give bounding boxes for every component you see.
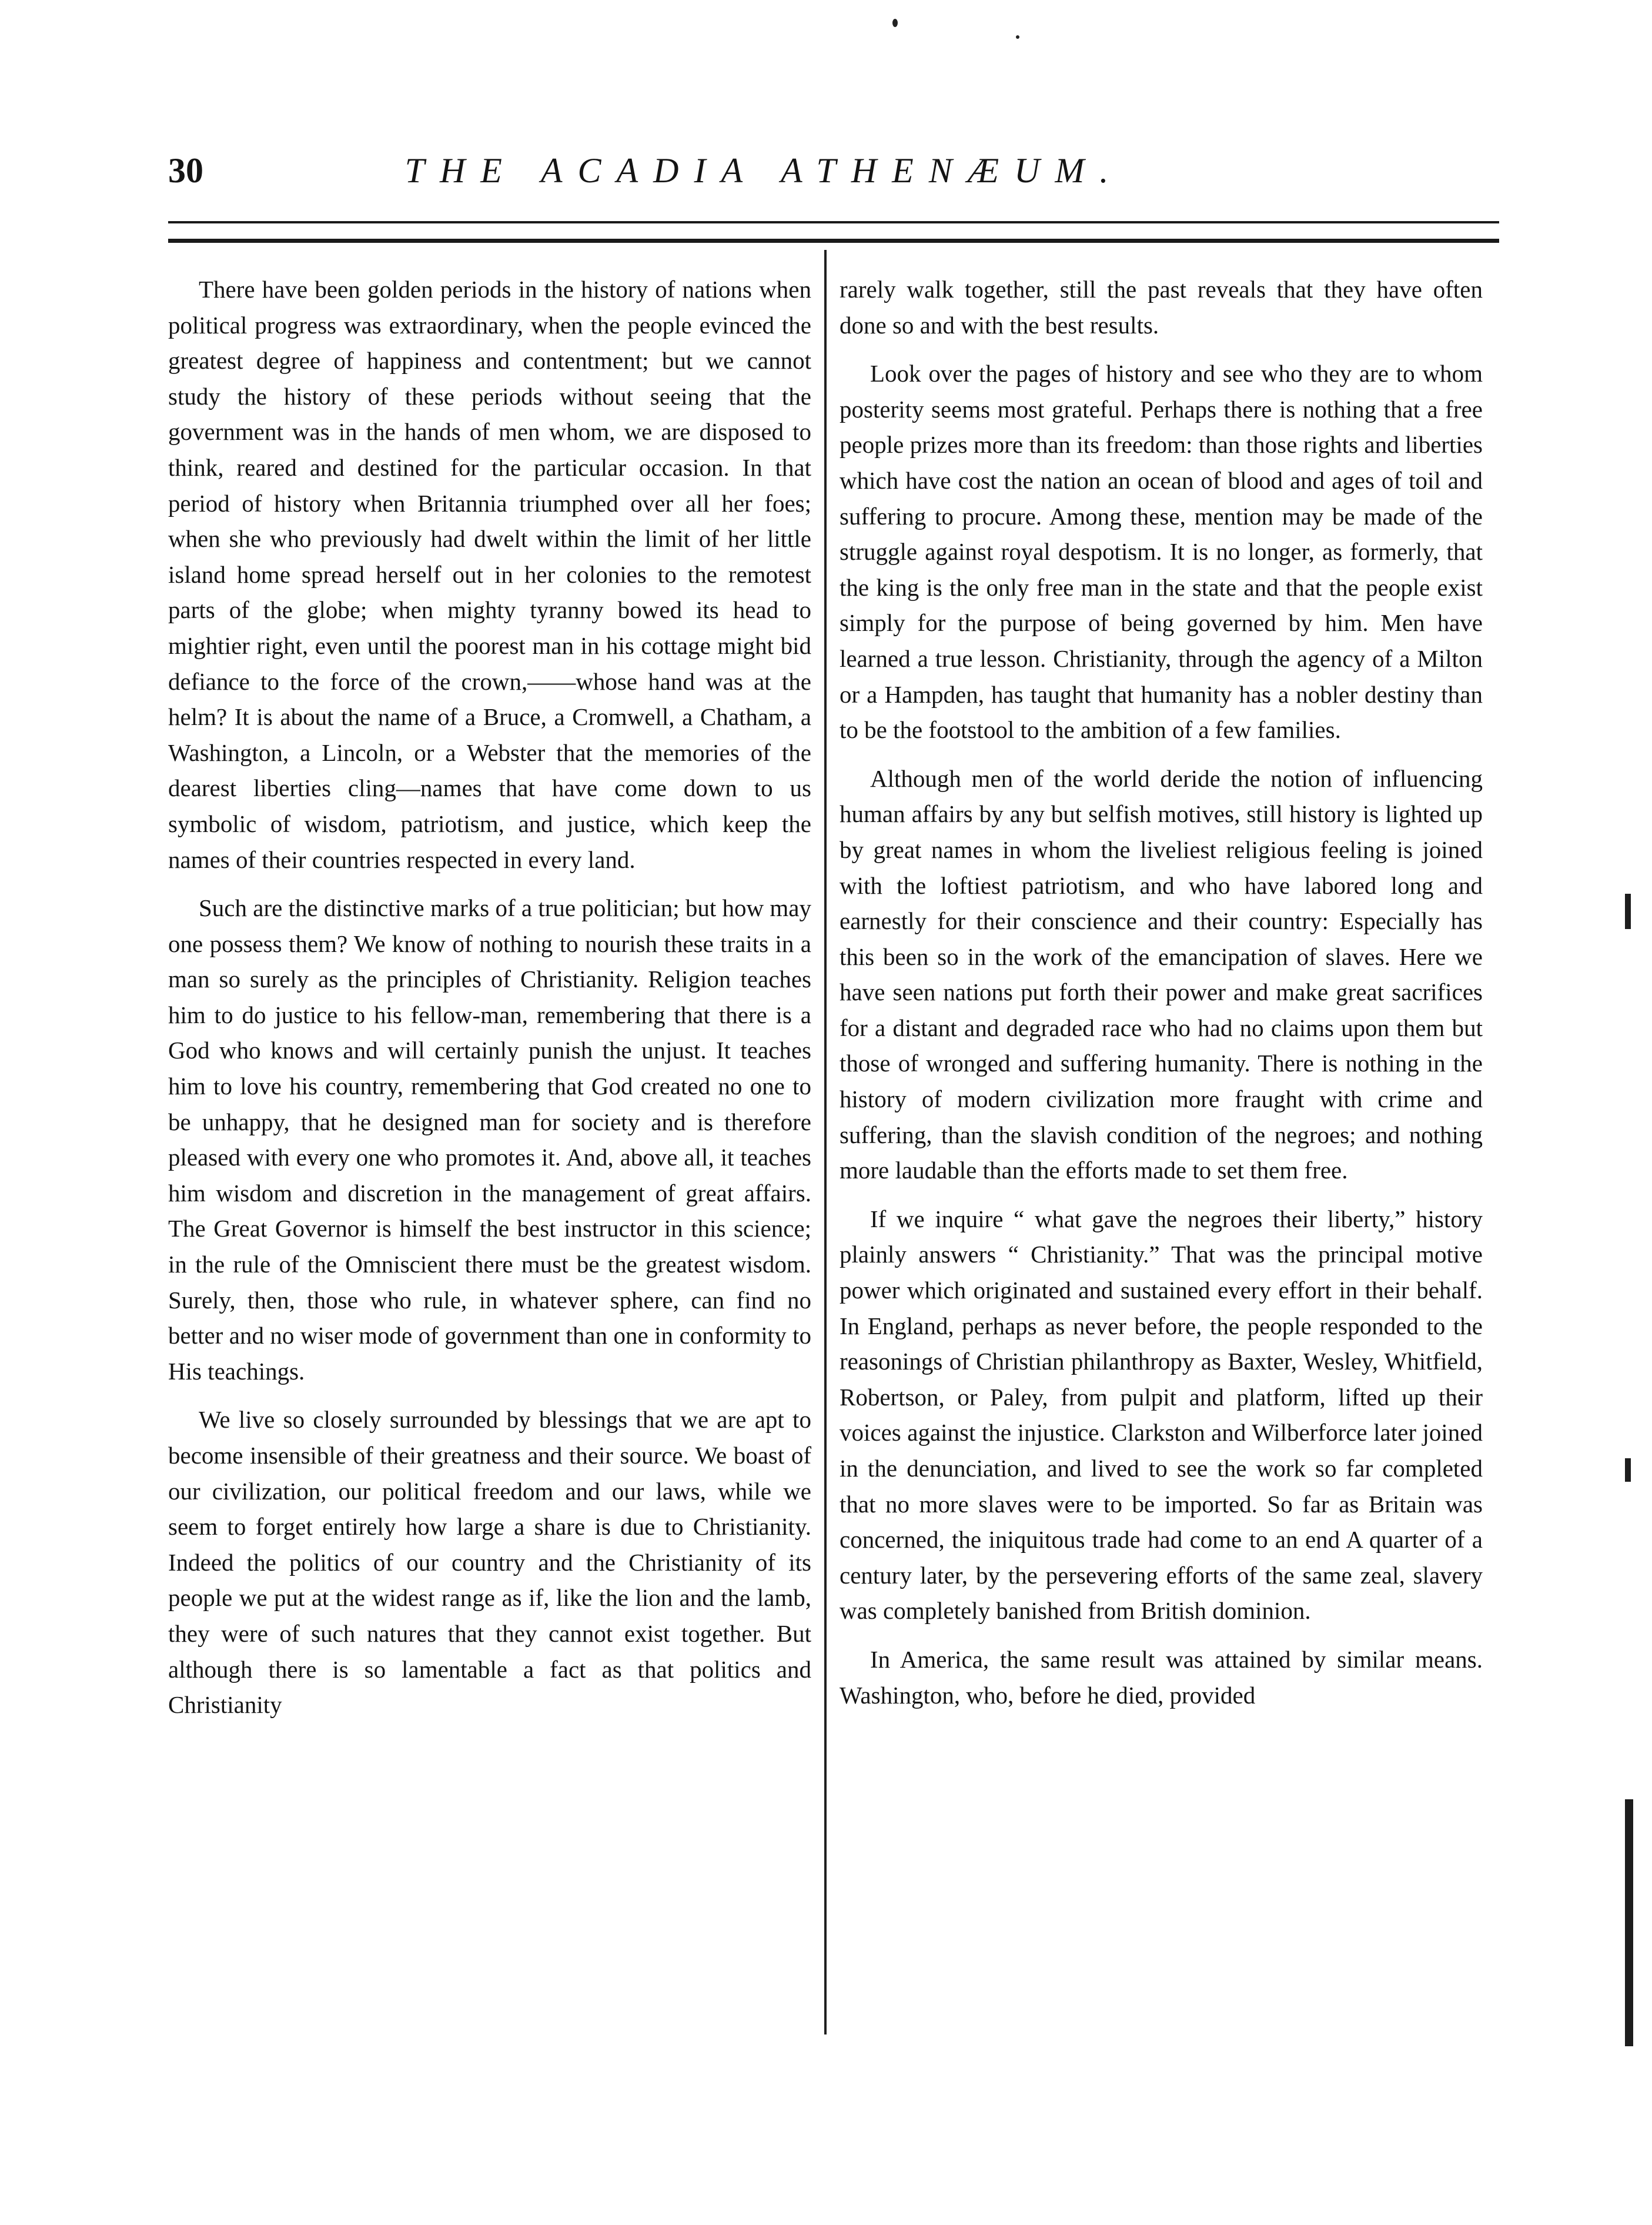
column-divider	[824, 250, 827, 2034]
scan-edge-mark	[1625, 1458, 1631, 1482]
right-paragraph-3: Although men of the world deride the notion of influencing human affairs by any but selfish motives, still history is lighted up by great names in whom the liveliest religious feeling is joined with the loftiest patriotism, and who have labored long and earnestly for their conscience and their country: Especially has this been so in the work of the emancipation of slaves. Here we have seen nations put forth their power and make great sacrifices for a distant and degraded race who had no claims upon them but those of wronged and suffering humanity. There is nothing in the history of modern civilization more fraught with crime and suffering, than the slavish condition of the negroes; and nothing more laudable than the efforts made to set them free.	[840, 764, 1483, 1184]
scan-edge-mark	[1625, 894, 1631, 929]
left-paragraph-2: Such are the distinctive marks of a true politician; but how may one possess them? We know of nothing to nourish these traits in a man so surely as the principles of Christianity. Religion teaches him to do justice to his fellow-man, remembering that there is a God who knows and will certainly punish the unjust. It teaches him to love his country, remembering that God created no one to be unhappy, that he designed man for society and is therefore pleased with every one who promotes it. And, above all, it teaches him wisdom and discretion in the management of great affairs. The Great Governor is himself the best instructor in this science; in the rule of the Omniscient there must be the greatest wisdom. Surely, then, those who rule, in whatever sphere, can find no better and no wiser mode of government than one in conformity to His teachings.	[168, 894, 811, 1385]
running-title: THE ACADIA ATHENÆUM.	[404, 151, 1124, 190]
right-column	[840, 272, 1483, 1726]
page-number: 30	[168, 151, 203, 190]
right-paragraph-1: rarely walk together, still the past reveals that they have often done so and with the best results.	[840, 276, 1483, 339]
left-paragraph-3: We live so closely surrounded by blessings that we are apt to become insensible of their greatness and their source. We boast of our civilization, our political freedom and our laws, while we seem to forget entirely how large a share is due to Christianity. Indeed the politics of our country and the Christianity of its people we put at the widest range as if, like the lion and the lamb, they were of such natures that they cannot exist together. But although there is so lamentable a fact as that politics and Christianity	[168, 1406, 811, 1719]
scan-edge-mark	[1625, 1799, 1633, 2046]
scan-speck	[892, 19, 898, 27]
header-rule-thick	[168, 239, 1499, 243]
right-paragraph-4: If we inquire “ what gave the negroes their liberty,” history plainly answers “ Christianity.” That was the principal motive power which originated and sustained every effort in their behalf. In England, perhaps as never before, the people responded to the reasonings of Christian philanthropy as Baxter, Wesley, Whitfield, Robertson, or Paley, from pulpit and platform, lifted up their voices against the injustice. Clarkston and Wilberforce later joined in the denunciation, and lived to see the work so far completed that no more slaves were to be imported. So far as Britain was concerned, the iniquitous trade had come to an end A quarter of a century later, by the persevering efforts of the same zeal, slavery was completely banished from British dominion.	[840, 1205, 1483, 1625]
right-paragraph-2: Look over the pages of history and see who they are to whom posterity seems most grateful. Perhaps there is nothing that a free people prizes more than its freedom: than those rights and liberties which have cost the nation an ocean of blood and ages of toil and suffering to procure. Among these, mention may be made of the struggle against royal despotism. It is no longer, as formerly, that the king is the only free man in the state and that the people exist simply for the purpose of being governed by him. Men have learned a true lesson. Christianity, through the agency of a Milton or a Hampden, has taught that humanity has a nobler destiny than to be the footstool to the ambition of a few families.	[840, 360, 1483, 744]
left-paragraph-1: There have been golden periods in the history of nations when political progress was extraordinary, when the people evinced the greatest degree of happiness and contentment; but we cannot study the history of these periods without seeing that the government was in the hands of men whom, we are disposed to think, reared and destined for the particular occasion. In that period of history when Britannia triumphed over all her foes; when she who previously had dwelt within the limit of her little island home spread herself out in her colonies to the remotest parts of the globe; when mighty tyranny bowed its head to mightier right, even until the poorest man in his cottage might bid defiance to the force of the crown,——whose hand was at the helm? It is about the name of a Bruce, a Cromwell, a Chatham, a Washington, a Lincoln, or a Webster that the memories of the dearest liberties cling—names that have come down to us symbolic of wisdom, patriotism, and justice, which keep the names of their countries respected in every land.	[168, 276, 811, 873]
right-paragraph-5: In America, the same result was attained by similar means. Washington, who, before he died, provided	[840, 1645, 1483, 1709]
scan-speck	[1016, 35, 1019, 39]
header-rule-thin	[168, 221, 1499, 223]
left-column	[168, 272, 811, 1736]
